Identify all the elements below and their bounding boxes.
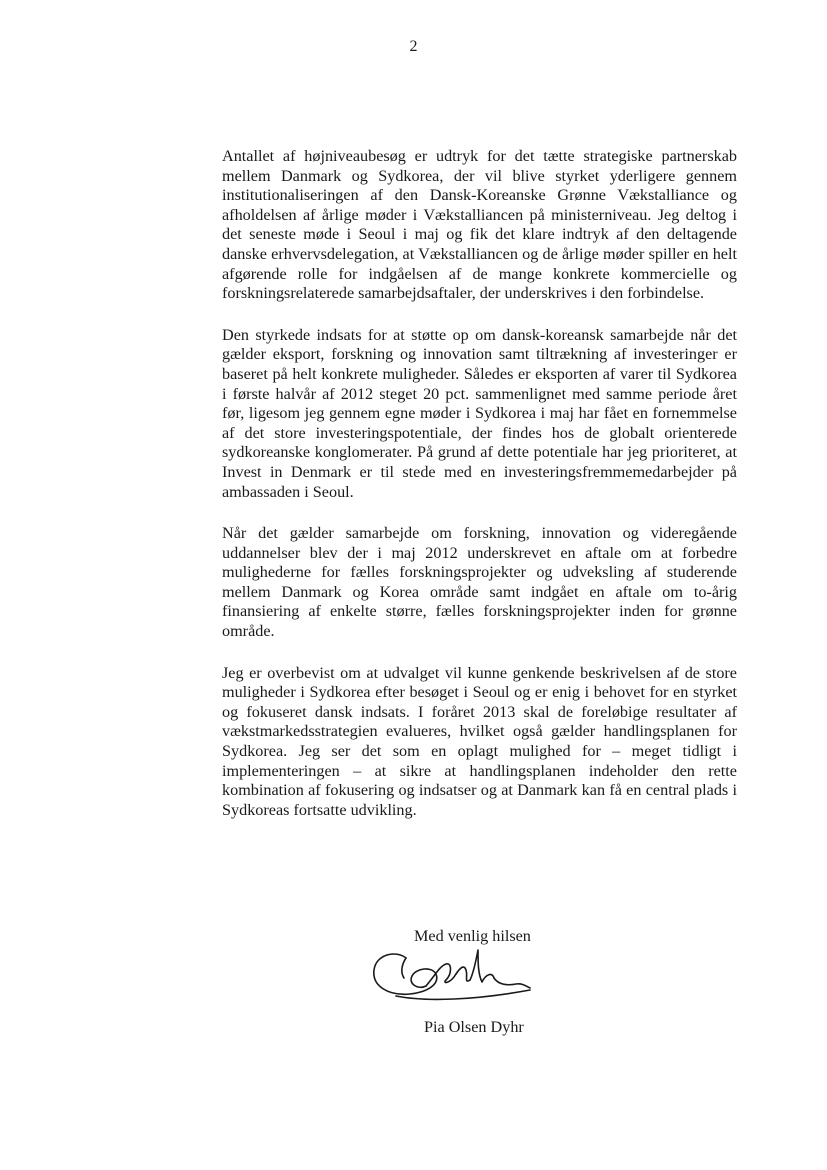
paragraph: Jeg er overbevist om at udvalget vil kunne genkende beskrivelsen af de store muligheder i Sydkorea efter besøget i Seoul og er enig i behovet for en styrket og fokuseret dansk indsats. I foråret 2013 skal de foreløbige resultater af vækstmarkedsstrategien evalueres, hvilket også gælder handlingsplanen for Sydkorea. Jeg ser det som en oplagt mulighed for – meget tidligt i implementeringen – at sikre at handlingsplanen indeholder den rette kombination af fokusering og indsatser og at Danmark kan få en central plads i Sydkoreas fortsatte udvikling.	[222, 663, 737, 819]
paragraph: Når det gælder samarbejde om forskning, innovation og videregående uddannelser blev der i maj 2012 underskrevet en aftale om at forbedre mulighederne for fælles forskningsprojekter og udveksling af studerende mellem Danmark og Korea område samt indgået en aftale om to-årig finansiering af enkelte større, fælles forskningsprojekter inden for grønne område.	[222, 524, 737, 641]
page-number: 2	[409, 38, 418, 55]
signer-name: Pia Olsen Dyhr	[424, 1018, 524, 1036]
letter-body	[222, 147, 737, 842]
paragraph: Den styrkede indsats for at støtte op om dansk-koreansk samarbejde når det gælder eksport, forskning og innovation samt tiltrækning af investeringer er baseret på helt konkrete muligheder. Således er eksporten af varer til Sydkorea i første halvår af 2012 steget 20 pct. sammenlignet med samme periode året før, ligesom jeg gennem egne møder i Sydkorea i maj har fået en fornemmelse af det store investeringspotentiale, der findes hos de globalt orienterede sydkoreanske konglomerater. På grund af dette potentiale har jeg prioriteret, at Invest in Denmark er til stede med en investeringsfremmemedarbejder på ambassaden i Seoul.	[222, 325, 737, 501]
closing-salutation: Med venlig hilsen	[414, 927, 531, 945]
handwritten-signature	[366, 944, 536, 1012]
paragraph: Antallet af højniveaubesøg er udtryk for det tætte strategiske partnerskab mellem Danmark og Sydkorea, der vil blive styrket yderligere gennem institutionaliseringen af den Dansk-Koreanske Grønne Vækstalliance og afholdelsen af årlige møder i Vækstalliancen på ministerniveau. Jeg deltog i det seneste møde i Seoul i maj og fik det klare indtryk af den deltagende danske erhvervsdelegation, at Vækstalliancen og de årlige møder spiller en helt afgørende rolle for indgåelsen af de mange konkrete kommercielle og forskningsrelaterede samarbejdsaftaler, der underskrives i den forbindelse.	[222, 147, 737, 303]
